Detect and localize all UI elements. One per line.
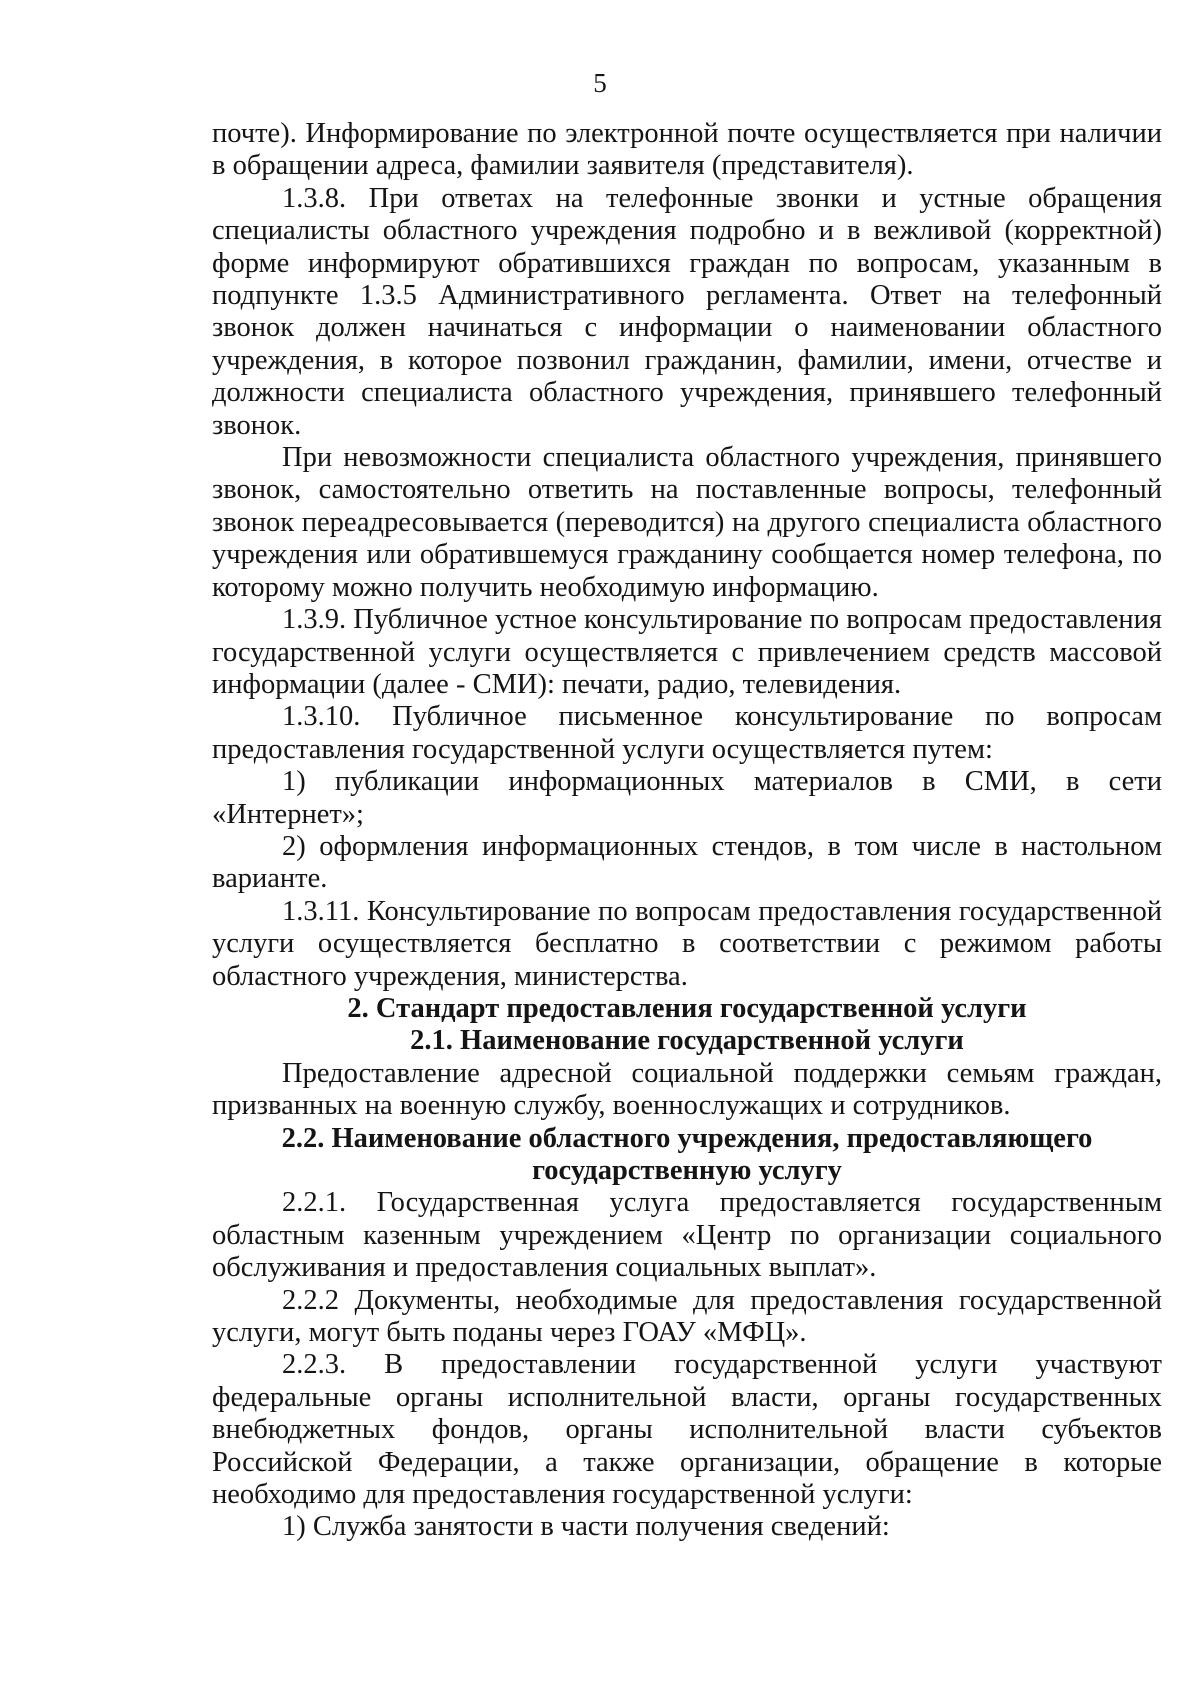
paragraph-1-3-11: 1.3.11. Консультирование по вопросам предоставления государственной услуги осуществляется бесплатно в соответствии с режимом работы областного учреждения, министерства. (212, 895, 1162, 992)
paragraph-1-3-10: 1.3.10. Публичное письменное консультирование по вопросам предоставления государственной услуги осуществляется путем: (212, 701, 1162, 765)
paragraph-2-2-1: 2.2.1. Государственная услуга предоставляется государственным областным казенным учреждением «Центр по организации социального обслуживания и предоставления социальных выплат». (212, 1187, 1162, 1284)
list-item-employment-service: 1) Служба занятости в части получения сведений: (282, 1511, 890, 1543)
paragraph-email-info: почте). Информирование по электронной почте осуществляется при наличии в обращении адреса, фамилии заявителя (представителя). (212, 118, 1162, 182)
paragraph-service-name: Предоставление адресной социальной поддержки семьям граждан, призванных на военную службу, военнослужащих и сотрудников. (212, 1057, 1162, 1122)
paragraph-1-3-8: 1.3.8. При ответах на телефонные звонки и устные обращения специалисты областного учреждения подробно и в вежливой (корректной) форме информируют обратившихся граждан по вопросам, указанным в подпункте 1.3.5 Административного регламента. Ответ на телефонный звонок должен начинаться с информации о наименовании областного учреждения, в которое позвонил гражданин, фамилии, имени, отчестве и должности специалиста областного учреждения, принявшего телефонный звонок. (212, 182, 1162, 441)
paragraph-1-3-9: 1.3.9. Публичное устное консультирование по вопросам предоставления государственной услуги осуществляется с привлечением средств массовой информации (далее - СМИ): печати, радио, телевидения. (212, 604, 1162, 700)
page-number: 5 (593, 68, 607, 98)
section-heading-2-2: 2.2. Наименование областного учреждения, предоставляющего государственную услугу (281, 1122, 1093, 1186)
section-heading-2-1: 2.1. Наименование государственной услуги (410, 1025, 964, 1057)
paragraph-2-2-2: 2.2.2 Документы, необходимые для предоставления государственной услуги, могут быть поданы через ГОАУ «МФЦ». (212, 1284, 1162, 1349)
list-item-2-stands: 2) оформления информационных стендов, в том числе в настольном варианте. (212, 830, 1162, 895)
paragraph-call-redirect: При невозможности специалиста областного учреждения, принявшего звонок, самостоятельно ответить на поставленные вопросы, телефонный звонок переадресовывается (переводится) на другого специалиста областного учреждения или обратившемуся гражданину сообщается номер телефона, по которому можно получить необходимую информацию. (212, 442, 1162, 603)
list-item-1-publications: 1) публикации информационных материалов в СМИ, в сети «Интернет»; (212, 766, 1162, 830)
section-heading-2: 2. Стандарт предоставления государственной услуги (347, 992, 1027, 1024)
document-body (212, 118, 1162, 1544)
paragraph-2-2-3: 2.2.3. В предоставлении государственной услуги участвуют федеральные органы исполнительной власти, органы государственных внебюджетных фондов, органы исполнительной власти субъектов Российской Федерации, а также организации, обращение в которые необходимо для предоставления государственной услуги: (212, 1349, 1162, 1511)
